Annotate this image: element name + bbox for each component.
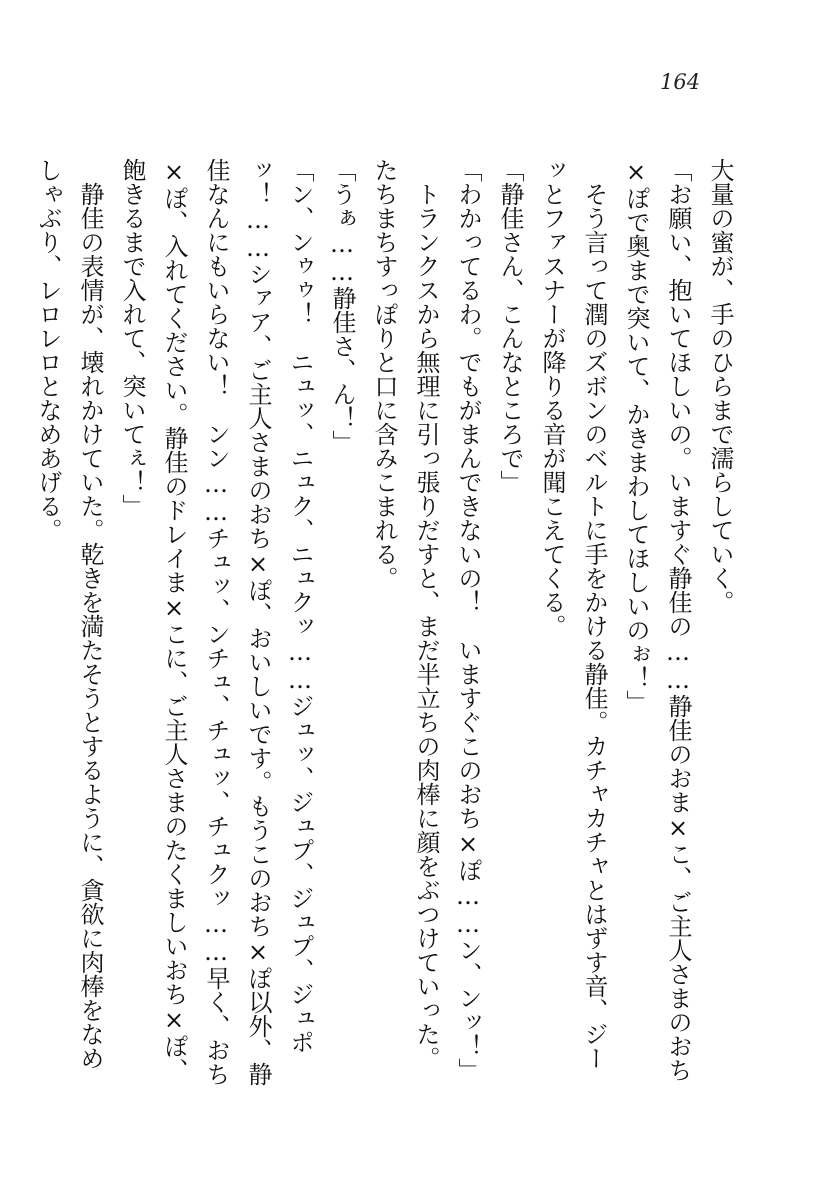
text-line: そう言って潤のズボンのベルトに手をかける静佳。カチャカチャとはずす音、ジー [580,158,608,1070]
text-line: 「うぁ……静佳さ、ん！」 [328,158,356,454]
page-number: 164 [660,70,701,94]
text-line: 飽きるまで入れて、突いてぇ！」 [118,158,146,518]
text-line: ×ぽで奥まで突いて、かきまわしてほしいのぉ！」 [622,158,650,714]
text-line: 大量の蜜が、手のひらまで濡らしていく。 [706,158,734,614]
text-line: 「お願い、抱いてほしいの。いますぐ静佳の……静佳のおま×こ、ご主人さまのおち [664,158,692,1082]
text-line: トランクスから無理に引っ張りだすと、まだ半立ちの肉棒に顔をぶつけていった。 [412,158,440,1070]
text-line: ×ぽ、入れてください。静佳のドレイま×こに、ご主人さまのたくましいおち×ぽ、 [160,158,188,1082]
text-line: たちまちすっぽりと口に含みこまれる。 [370,158,398,590]
text-line: 静佳の表情が、壊れかけていた。乾きを満たそうとするように、貪欲に肉棒をなめ [76,158,104,1070]
text-line: しゃぶり、レロレロとなめあげる。 [34,158,62,542]
text-line: 「静佳さん、こんなところで」 [496,158,524,494]
text-line: ッ！……シァア、ご主人さまのおち×ぽ、おいしいです。もうこのおち×ぽ以外、静 [244,158,272,1086]
text-line: 佳なんにもいらない！ ンン……チュッ、ンチュ、チュッ、チュクッ……早く、おち [202,158,230,1086]
text-line: ッとファスナーが降りる音が聞こえてくる。 [538,158,566,638]
body-text [27,158,741,1118]
text-line: 「わかってるわ。でもがまんできないの！ いますぐこのおち×ぽ……ン、ンッ！」 [454,158,482,1082]
text-line: 「ン、ンゥゥ！ ニュッ、ニュク、ニュクッ……ジュッ、ジュプ、ジュプ、ジュポ [286,158,314,1054]
